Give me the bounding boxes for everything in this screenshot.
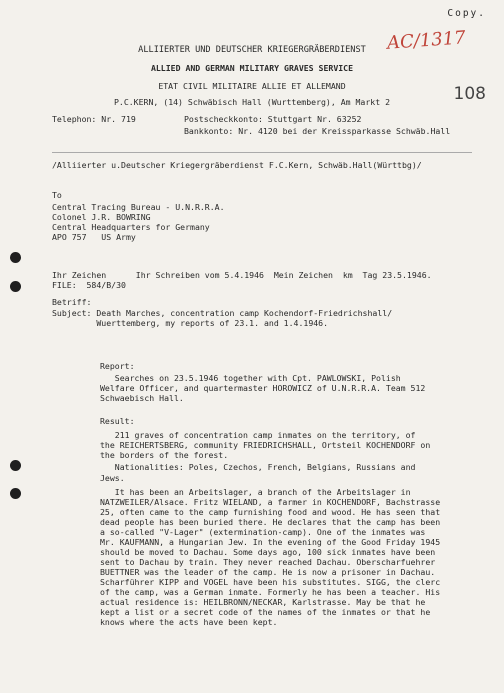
punch-hole bbox=[10, 460, 21, 471]
letterhead-address: P.C.KERN, (14) Schwäbisch Hall (Wurttemberg), Am Markt 2 bbox=[113, 97, 391, 107]
handwritten-page-number: 108 bbox=[453, 84, 486, 104]
report-line: Welfare Officer, and quartermaster HOROWICZ of U.N.R.R.A. Team 512 bbox=[100, 383, 426, 393]
reference-line: Ihr Zeichen Ihr Schreiben vom 5.4.1946 Mein Zeichen km Tag 23.5.1946. bbox=[52, 270, 432, 280]
result-line: dead people has been buried there. He declares that the camp has been bbox=[100, 517, 441, 527]
report-line: Schwaebisch Hall. bbox=[100, 393, 184, 403]
result-line: kept a list or a secret code of the names of the inmates or that he bbox=[100, 607, 431, 617]
result-line: BUETTNER was the leader of the camp. He is now a prisoner in Dachau. bbox=[100, 567, 436, 577]
telephone: Telephon: Nr. 719 bbox=[52, 114, 136, 124]
result-line: Mr. KAUFMANN, a Hungarian Jew. In the evening of the Good Friday 1945 bbox=[100, 537, 441, 547]
result-line: sent to Dachau by train. They never reached Dachau. Oberscharfuehrer bbox=[100, 557, 436, 567]
report-line: Searches on 23.5.1946 together with Cpt. PAWLOWSKI, Polish bbox=[100, 373, 401, 383]
postcheck-account: Postscheckkonto: Stuttgart Nr. 63252 bbox=[184, 114, 362, 124]
letterhead-line-1: ALLIIERTER UND DEUTSCHER KRIEGERGRÄBERDIENST bbox=[138, 45, 366, 55]
result-line: It has been an Arbeitslager, a branch of the Arbeitslager in bbox=[100, 487, 411, 497]
punch-hole bbox=[10, 252, 21, 263]
result-line: 25, often came to the camp furnishing food and wood. He has seen that bbox=[100, 507, 441, 517]
recipient-line: APO 757 US Army bbox=[52, 232, 136, 242]
letterhead-line-2: ALLIED AND GERMAN MILITARY GRAVES SERVICE bbox=[150, 63, 354, 73]
recipient-line: Central Tracing Bureau - U.N.R.R.A. bbox=[52, 202, 225, 212]
result-line: 211 graves of concentration camp inmates on the territory, of bbox=[100, 430, 416, 440]
result-line: the REICHERTSBERG, community FRIEDRICHSHALL, Ortsteil KOCHENDORF on bbox=[100, 440, 431, 450]
result-line: a so-called "V-Lager" (extermination-camp). One of the inmates was bbox=[100, 527, 426, 537]
subject-line: Wuerttemberg, my reports of 23.1. and 1.4.1946. bbox=[52, 318, 329, 328]
recipient-line: Colonel J.R. BOWRING bbox=[52, 212, 151, 222]
report-label: Report: bbox=[100, 361, 135, 371]
result-line: of the camp, was a German inmate. Formerly he has been a teacher. His bbox=[100, 587, 441, 597]
recipient-line: Central Headquarters for Germany bbox=[52, 222, 210, 232]
copy-label: Copy. bbox=[447, 8, 486, 19]
result-line: Nationalities: Poles, Czechos, French, Belgians, Russians and bbox=[100, 462, 416, 472]
sender-line: /Alliierter u.Deutscher Kriegergräberdienst F.C.Kern, Schwäb.Hall(Württbg)/ bbox=[52, 160, 422, 170]
letterhead-line-3: ETAT CIVIL MILITAIRE ALLIE ET ALLEMAND bbox=[158, 81, 346, 91]
result-line: actual residence is: HEILBRONN/NECKAR, Karlstrasse. May be that he bbox=[100, 597, 426, 607]
bank-account: Bankkonto: Nr. 4120 bei der Kreissparkasse Schwäb.Hall bbox=[184, 126, 451, 136]
punch-hole bbox=[10, 488, 21, 499]
subject-line: Subject: Death Marches, concentration camp Kochendorf-Friedrichshall/ bbox=[52, 308, 393, 318]
result-line: NATZWEILER/Alsace. Fritz WIELAND, a farmer in KOCHENDORF, Bachstrasse bbox=[100, 497, 441, 507]
result-line: should be moved to Dachau. Some days ago, 100 sick inmates have been bbox=[100, 547, 436, 557]
result-line: Jews. bbox=[100, 473, 125, 483]
file-number: FILE: 584/B/30 bbox=[52, 280, 126, 290]
betreff-label: Betriff: bbox=[52, 297, 92, 307]
handwritten-reference: AC/1317 bbox=[386, 27, 467, 54]
result-line: the borders of the forest. bbox=[100, 450, 229, 460]
divider bbox=[52, 152, 472, 153]
punch-hole bbox=[10, 281, 21, 292]
recipient-to: To bbox=[52, 190, 62, 200]
result-line: Scharführer KIPP and VOGEL have been his substitutes. SIGG, the clerc bbox=[100, 577, 441, 587]
result-label: Result: bbox=[100, 416, 135, 426]
result-line: knows where the acts have been kept. bbox=[100, 617, 278, 627]
